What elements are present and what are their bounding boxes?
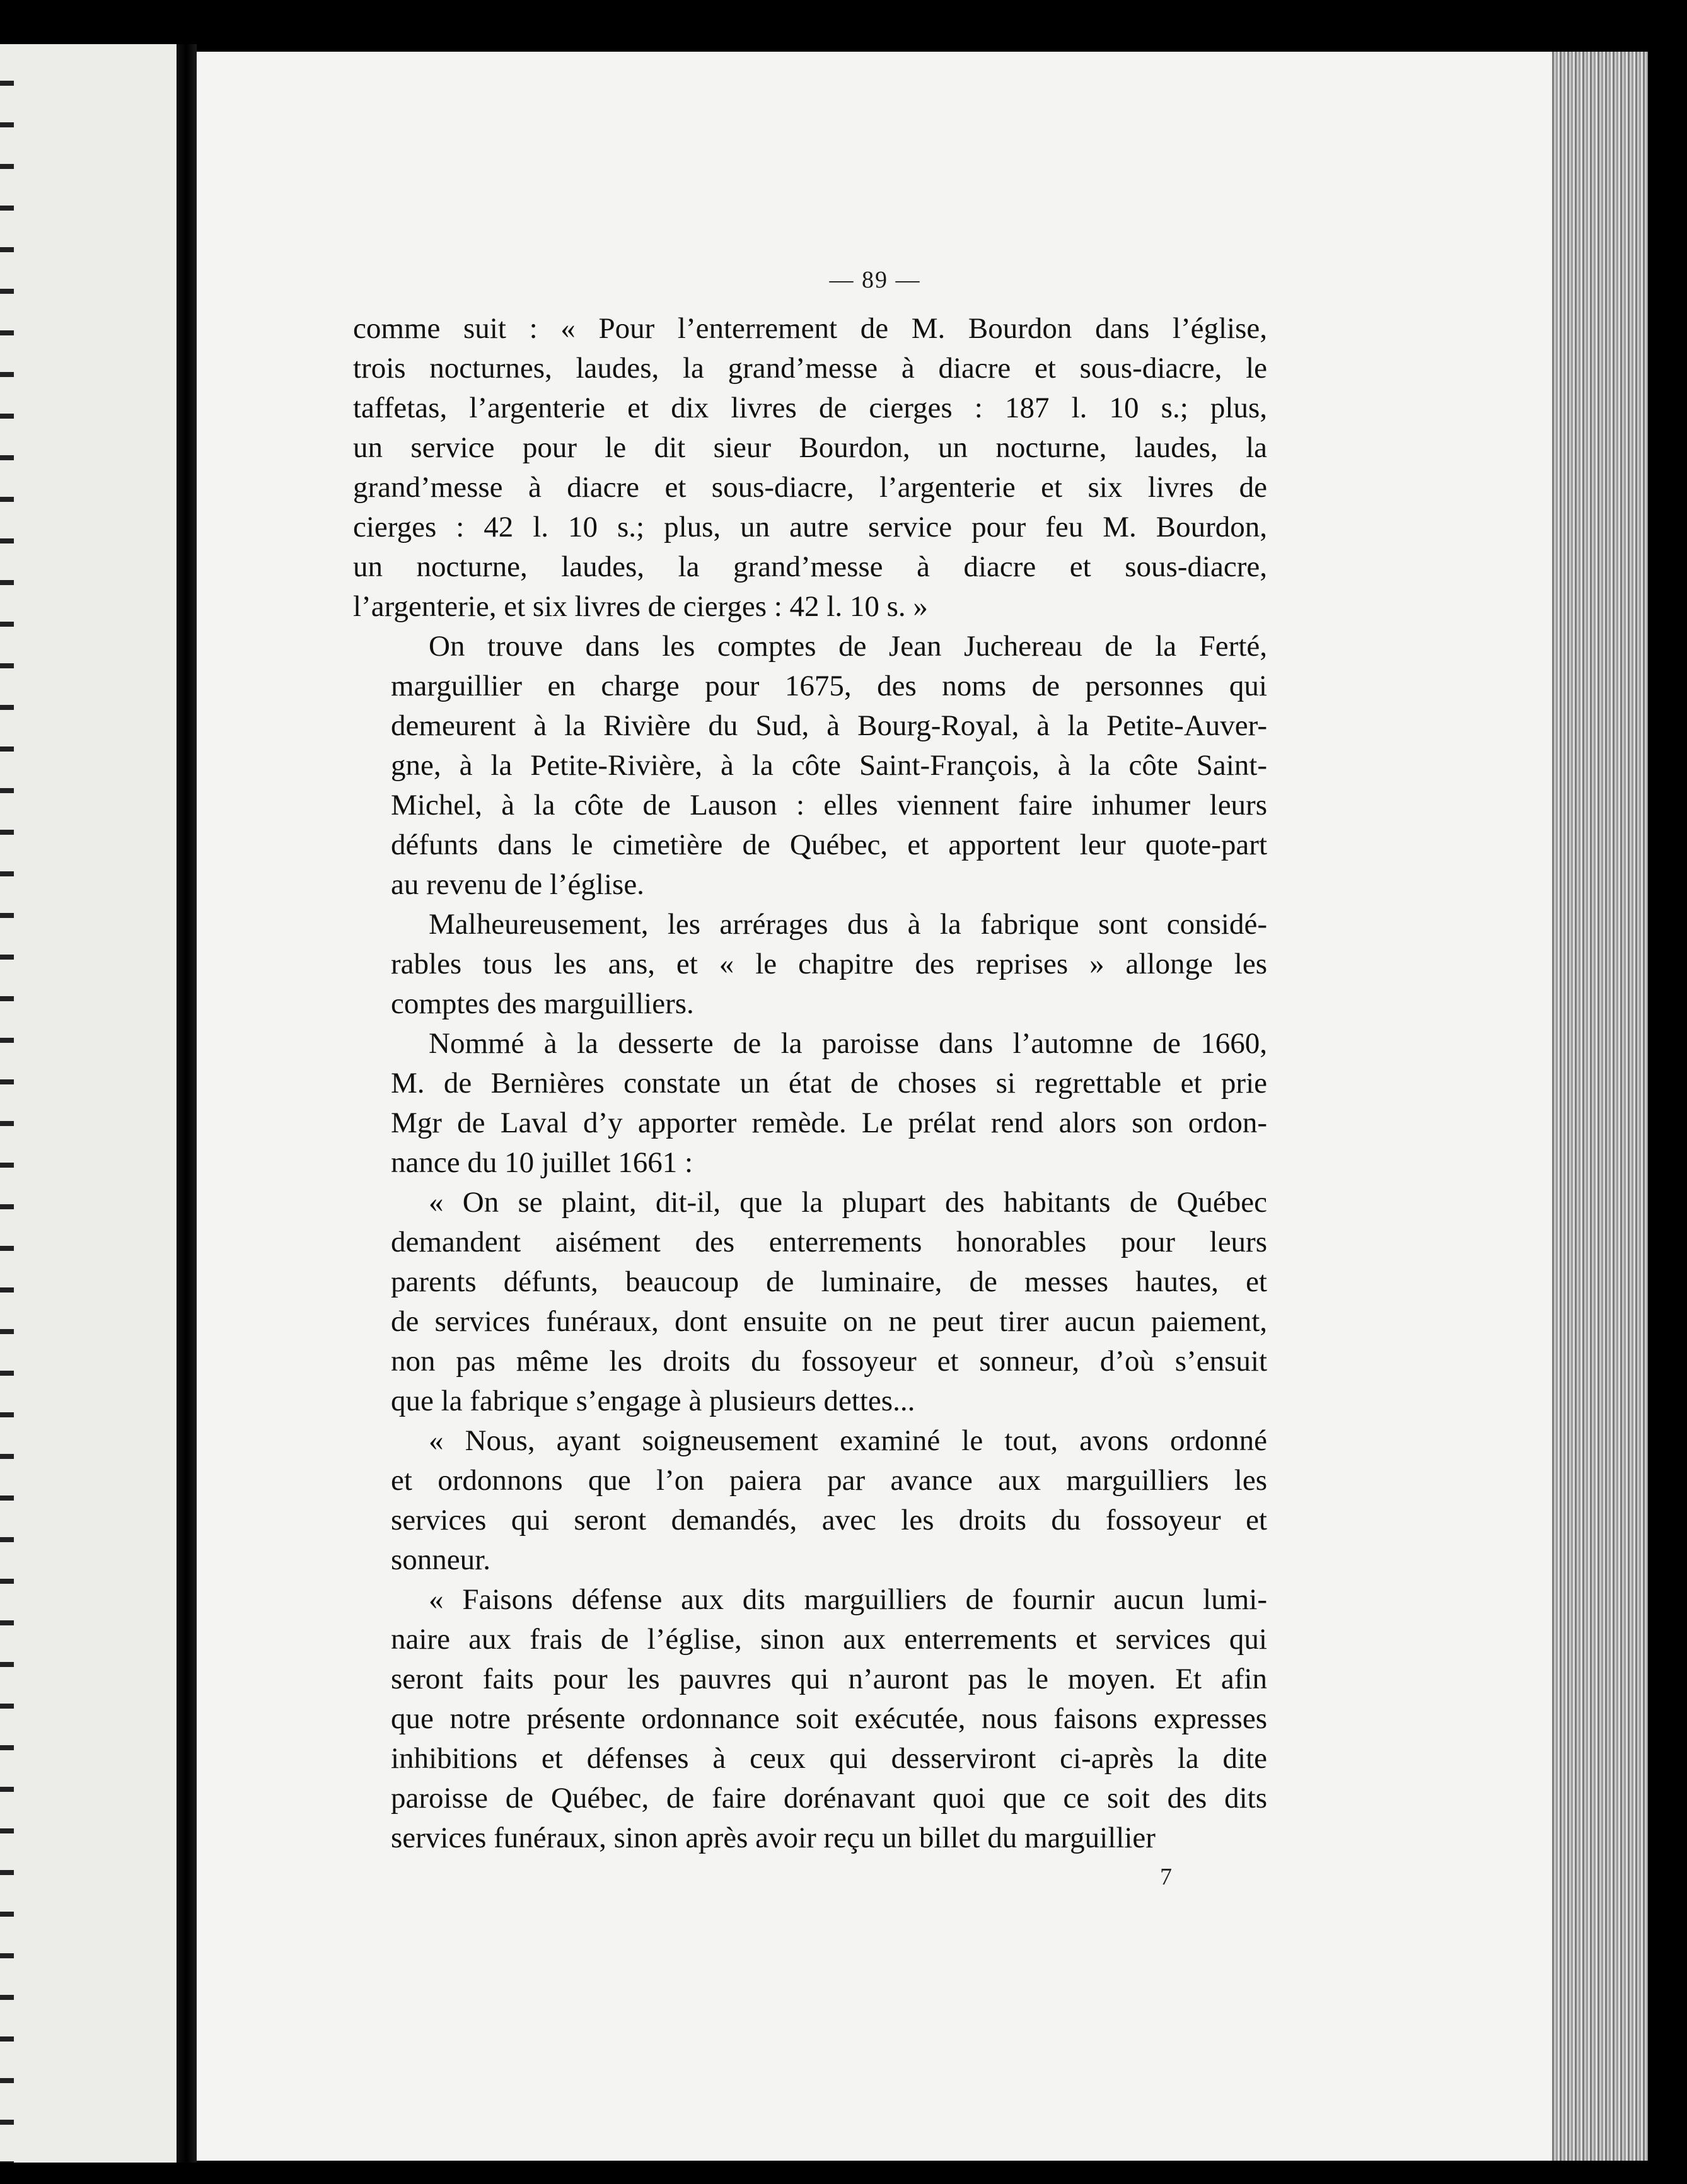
text-line: cierges : 42 l. 10 s.; plus, un autre service pour feu M. Bourdon,: [353, 511, 1267, 543]
text-line: rables tous les ans, et « le chapitre des reprises » allonge les: [391, 948, 1267, 980]
paragraph: [353, 1024, 1267, 1183]
text-line: demandent aisément des enterrements honorables pour leurs: [391, 1226, 1267, 1258]
signature-mark: 7: [1160, 1864, 1172, 1890]
text-line: « Nous, ayant soigneusement examiné le tout, avons ordonné: [429, 1424, 1267, 1457]
paragraph: [353, 1421, 1267, 1580]
text-line: trois nocturnes, laudes, la grand’messe à diacre et sous-diacre, le: [353, 352, 1267, 385]
text-line: et ordonnons que l’on paiera par avance aux marguilliers les: [391, 1464, 1267, 1497]
page-stack-edges: [1552, 52, 1648, 2161]
text-line: Michel, à la côte de Lauson : elles viennent faire inhumer leurs: [391, 789, 1267, 822]
text-line: défunts dans le cimetière de Québec, et apportent leur quote-part: [391, 828, 1267, 861]
text-line: un service pour le dit sieur Bourdon, un nocturne, laudes, la: [353, 431, 1267, 464]
text-line: Malheureusement, les arrérages dus à la fabrique sont considé-: [429, 908, 1267, 941]
paragraph: [353, 905, 1267, 1024]
text-line: seront faits pour les pauvres qui n’auront pas le moyen. Et afin: [391, 1663, 1267, 1695]
text-line: comme suit : « Pour l’enterrement de M. Bourdon dans l’église,: [353, 312, 1267, 345]
scanner-top-border: [0, 0, 1687, 44]
text-line: l’argenterie, et six livres de cierges : 42 l. 10 s. »: [353, 590, 928, 623]
facing-page-text-edge: [0, 44, 14, 2163]
text-line: au revenu de l’église.: [391, 868, 644, 901]
text-line: paroisse de Québec, de faire dorénavant quoi que ce soit des dits: [391, 1782, 1267, 1815]
text-line: On trouve dans les comptes de Jean Juchereau de la Ferté,: [429, 630, 1267, 663]
text-line: nance du 10 juillet 1661 :: [391, 1146, 693, 1179]
page-number: — 89 —: [829, 267, 921, 293]
text-line: services funéraux, sinon après avoir reçu un billet du marguillier: [391, 1821, 1156, 1854]
text-line: sonneur.: [391, 1543, 490, 1576]
text-line: un nocturne, laudes, la grand’messe à diacre et sous-diacre,: [353, 550, 1267, 583]
text-line: Mgr de Laval d’y apporter remède. Le prélat rend alors son ordon-: [391, 1107, 1267, 1139]
body-text: [353, 309, 1267, 1858]
text-line: services qui seront demandés, avec les droits du fossoyeur et: [391, 1504, 1267, 1536]
text-line: M. de Bernières constate un état de choses si regrettable et prie: [391, 1067, 1267, 1100]
text-line: comptes des marguilliers.: [391, 987, 694, 1020]
text-line: « On se plaint, dit-il, que la plupart des habitants de Québec: [429, 1186, 1267, 1219]
text-line: naire aux frais de l’église, sinon aux enterrements et services qui: [391, 1623, 1267, 1656]
paragraph: [353, 309, 1267, 627]
text-line: non pas même les droits du fossoyeur et sonneur, d’où s’ensuit: [391, 1345, 1267, 1378]
text-line: marguillier en charge pour 1675, des noms de personnes qui: [391, 670, 1267, 702]
text-line: inhibitions et défenses à ceux qui desserviront ci-après la dite: [391, 1742, 1267, 1775]
book-gutter: [177, 44, 197, 2163]
text-line: de services funéraux, dont ensuite on ne peut tirer aucun paiement,: [391, 1305, 1267, 1338]
page-number-header: [0, 266, 1687, 294]
text-line: demeurent à la Rivière du Sud, à Bourg-Royal, à la Petite-Auver-: [391, 709, 1267, 742]
paragraph: [353, 1580, 1267, 1858]
facing-page-edge: [0, 44, 177, 2163]
paragraph: [353, 627, 1267, 905]
paragraph: [353, 1183, 1267, 1421]
text-line: que notre présente ordonnance soit exécutée, nous faisons expresses: [391, 1702, 1267, 1735]
text-line: gne, à la Petite-Rivière, à la côte Saint-François, à la côte Saint-: [391, 749, 1267, 782]
text-line: parents défunts, beaucoup de luminaire, de messes hautes, et: [391, 1265, 1267, 1298]
text-line: taffetas, l’argenterie et dix livres de cierges : 187 l. 10 s.; plus,: [353, 392, 1267, 424]
text-line: Nommé à la desserte de la paroisse dans l’automne de 1660,: [429, 1027, 1267, 1060]
text-line: « Faisons défense aux dits marguilliers de fournir aucun lumi-: [429, 1583, 1267, 1616]
text-line: grand’messe à diacre et sous-diacre, l’argenterie et six livres de: [353, 471, 1267, 504]
text-line: que la fabrique s’engage à plusieurs dettes...: [391, 1385, 915, 1417]
